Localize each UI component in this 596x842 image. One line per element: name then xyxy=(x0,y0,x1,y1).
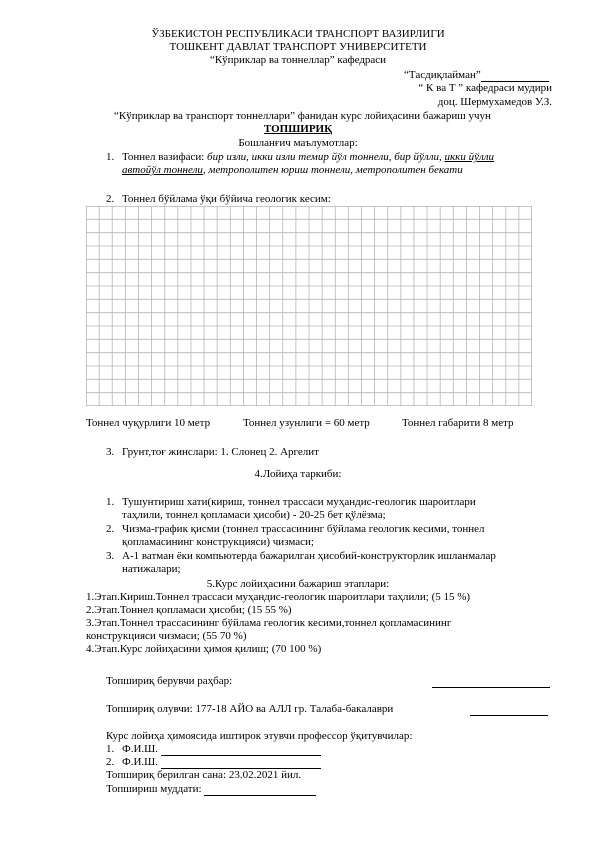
composition-3-number: 3. xyxy=(106,550,115,562)
stage-1: 1.Этап.Кириш.Тоннел трассаси муҳандис-геологик шароитлари таҳлили; (5 15 %) xyxy=(86,591,471,603)
composition-1-number: 1. xyxy=(106,496,115,508)
item1-option4: , метрополитен юриш тоннели, метрополитен бекати xyxy=(202,164,463,176)
composition-3-line2: натижалари; xyxy=(122,563,181,575)
composition-2-number: 2. xyxy=(106,523,115,535)
stage-3-cont: конструкцияси чизмаси; (55 70 %) xyxy=(86,630,247,642)
composition-2-line1: Чизма-график қисми (тоннел трассасининг бўйлама геологик кесими, тоннел xyxy=(122,523,485,535)
item2-label: Тоннел бўйлама ўқи бўйича геологик кесим: xyxy=(122,193,331,205)
fio-1 xyxy=(122,743,321,756)
fio-1-line xyxy=(161,745,321,756)
deadline xyxy=(106,783,316,796)
stage-4: 4.Этап.Курс лойиҳасини ҳимоя қилиш; (70 100 %) xyxy=(86,643,322,655)
approve-head: “ К ва Т ” кафедраси мудири xyxy=(418,82,552,94)
fio-2-number: 2. xyxy=(106,756,115,768)
deadline-label: Топшириш муддати: xyxy=(106,783,205,795)
department-title: “Кўприклар ва тоннеллар” кафедраси xyxy=(209,54,387,66)
item1-text-cont xyxy=(122,164,463,177)
item1-option2: икки йўлли xyxy=(444,151,495,163)
composition-2-line2: қопламасининг конструкцияси) чизмаси; xyxy=(122,536,314,548)
fio-2-line xyxy=(161,758,321,769)
task-giver-label: Топшириқ берувчи раҳбар: xyxy=(106,675,233,687)
composition-1-line2: таҳлили, тоннел қопламаси ҳисоби) - 20-25 бет қўлёзма; xyxy=(122,509,386,521)
approve-label: “Тасдиқлайман” xyxy=(404,69,481,81)
tunnel-depth: Тоннел чуқурлиги 10 метр xyxy=(86,417,211,429)
approve-signature-line xyxy=(481,71,549,82)
stages-heading: 5.Курс лойиҳасини бажариш этаплари: xyxy=(206,578,390,590)
composition-3-line1: А-1 ватман ёки компьютерда бажарилган ҳисобий-конструкторлик ишланмалар xyxy=(122,550,496,562)
document-title: ТОПШИРИҚ xyxy=(263,123,333,135)
deadline-line xyxy=(204,785,316,796)
item1-label: Тоннел вазифаси: xyxy=(122,151,208,163)
item3-text: Грунт,тоғ жинслари: 1. Слонец 2. Аргелит xyxy=(122,446,319,458)
task-receiver-label: Топшириқ олувчи: 177-18 АЙО ва АЛЛ гр. Талаба-бакалаври xyxy=(106,703,394,715)
participants-label: Курс лойиҳа ҳимоясида иштирок этувчи профессор ўқитувчилар: xyxy=(106,730,413,742)
issued-date: Топшириқ берилган сана: 23.02.2021 йил. xyxy=(106,769,302,781)
approve-name: доц. Шермухамедов У.З. xyxy=(437,96,552,108)
stage-2: 2.Этап.Тоннел қопламаси ҳисоби; (15 55 %) xyxy=(86,604,292,616)
item3-number: 3. xyxy=(106,446,115,458)
composition-1-line1: Тушунтириш хати(кириш, тоннел трассаси муҳандис-геологик шароитлари xyxy=(122,496,476,508)
ministry-title: ЎЗБЕКИСТОН РЕСПУБЛИКАСИ ТРАНСПОРТ ВАЗИРЛИГИ xyxy=(151,28,445,40)
fio-2 xyxy=(122,756,321,769)
item1-text xyxy=(122,151,494,164)
subject-line: “Кўприклар ва транспорт тоннеллари” фанидан курс лойиҳасини бажариш учун xyxy=(114,110,491,122)
tunnel-size: Тоннел габарити 8 метр xyxy=(402,417,514,429)
geologic-section-grid xyxy=(86,206,532,406)
tunnel-length: Тоннел узунлиги = 60 метр xyxy=(243,417,370,429)
item2-number: 2. xyxy=(106,193,115,205)
task-receiver-signature-line xyxy=(470,703,548,716)
fio-1-number: 1. xyxy=(106,743,115,755)
stage-3: 3.Этап.Тоннел трассасининг бўйлама геологик кесими,тоннел қопламасининг xyxy=(86,617,452,629)
approve-line xyxy=(404,69,549,82)
university-title: ТОШКЕНТ ДАВЛАТ ТРАНСПОРТ УНИВЕРСИТЕТИ xyxy=(169,41,427,53)
composition-heading: 4.Лойиҳа таркиби: xyxy=(254,468,342,480)
fio-2-label: Ф.И.Ш. xyxy=(122,756,158,768)
item1-option1: бир изли, икки изли темир йўл тоннели, бир йўлли, xyxy=(207,151,445,163)
item1-number: 1. xyxy=(106,151,115,163)
task-giver-signature-line xyxy=(432,675,550,688)
initial-data-heading: Бошланғич маълумотлар: xyxy=(238,137,358,149)
fio-1-label: Ф.И.Ш. xyxy=(122,743,158,755)
item1-option3: автойўл тоннели xyxy=(122,164,203,176)
